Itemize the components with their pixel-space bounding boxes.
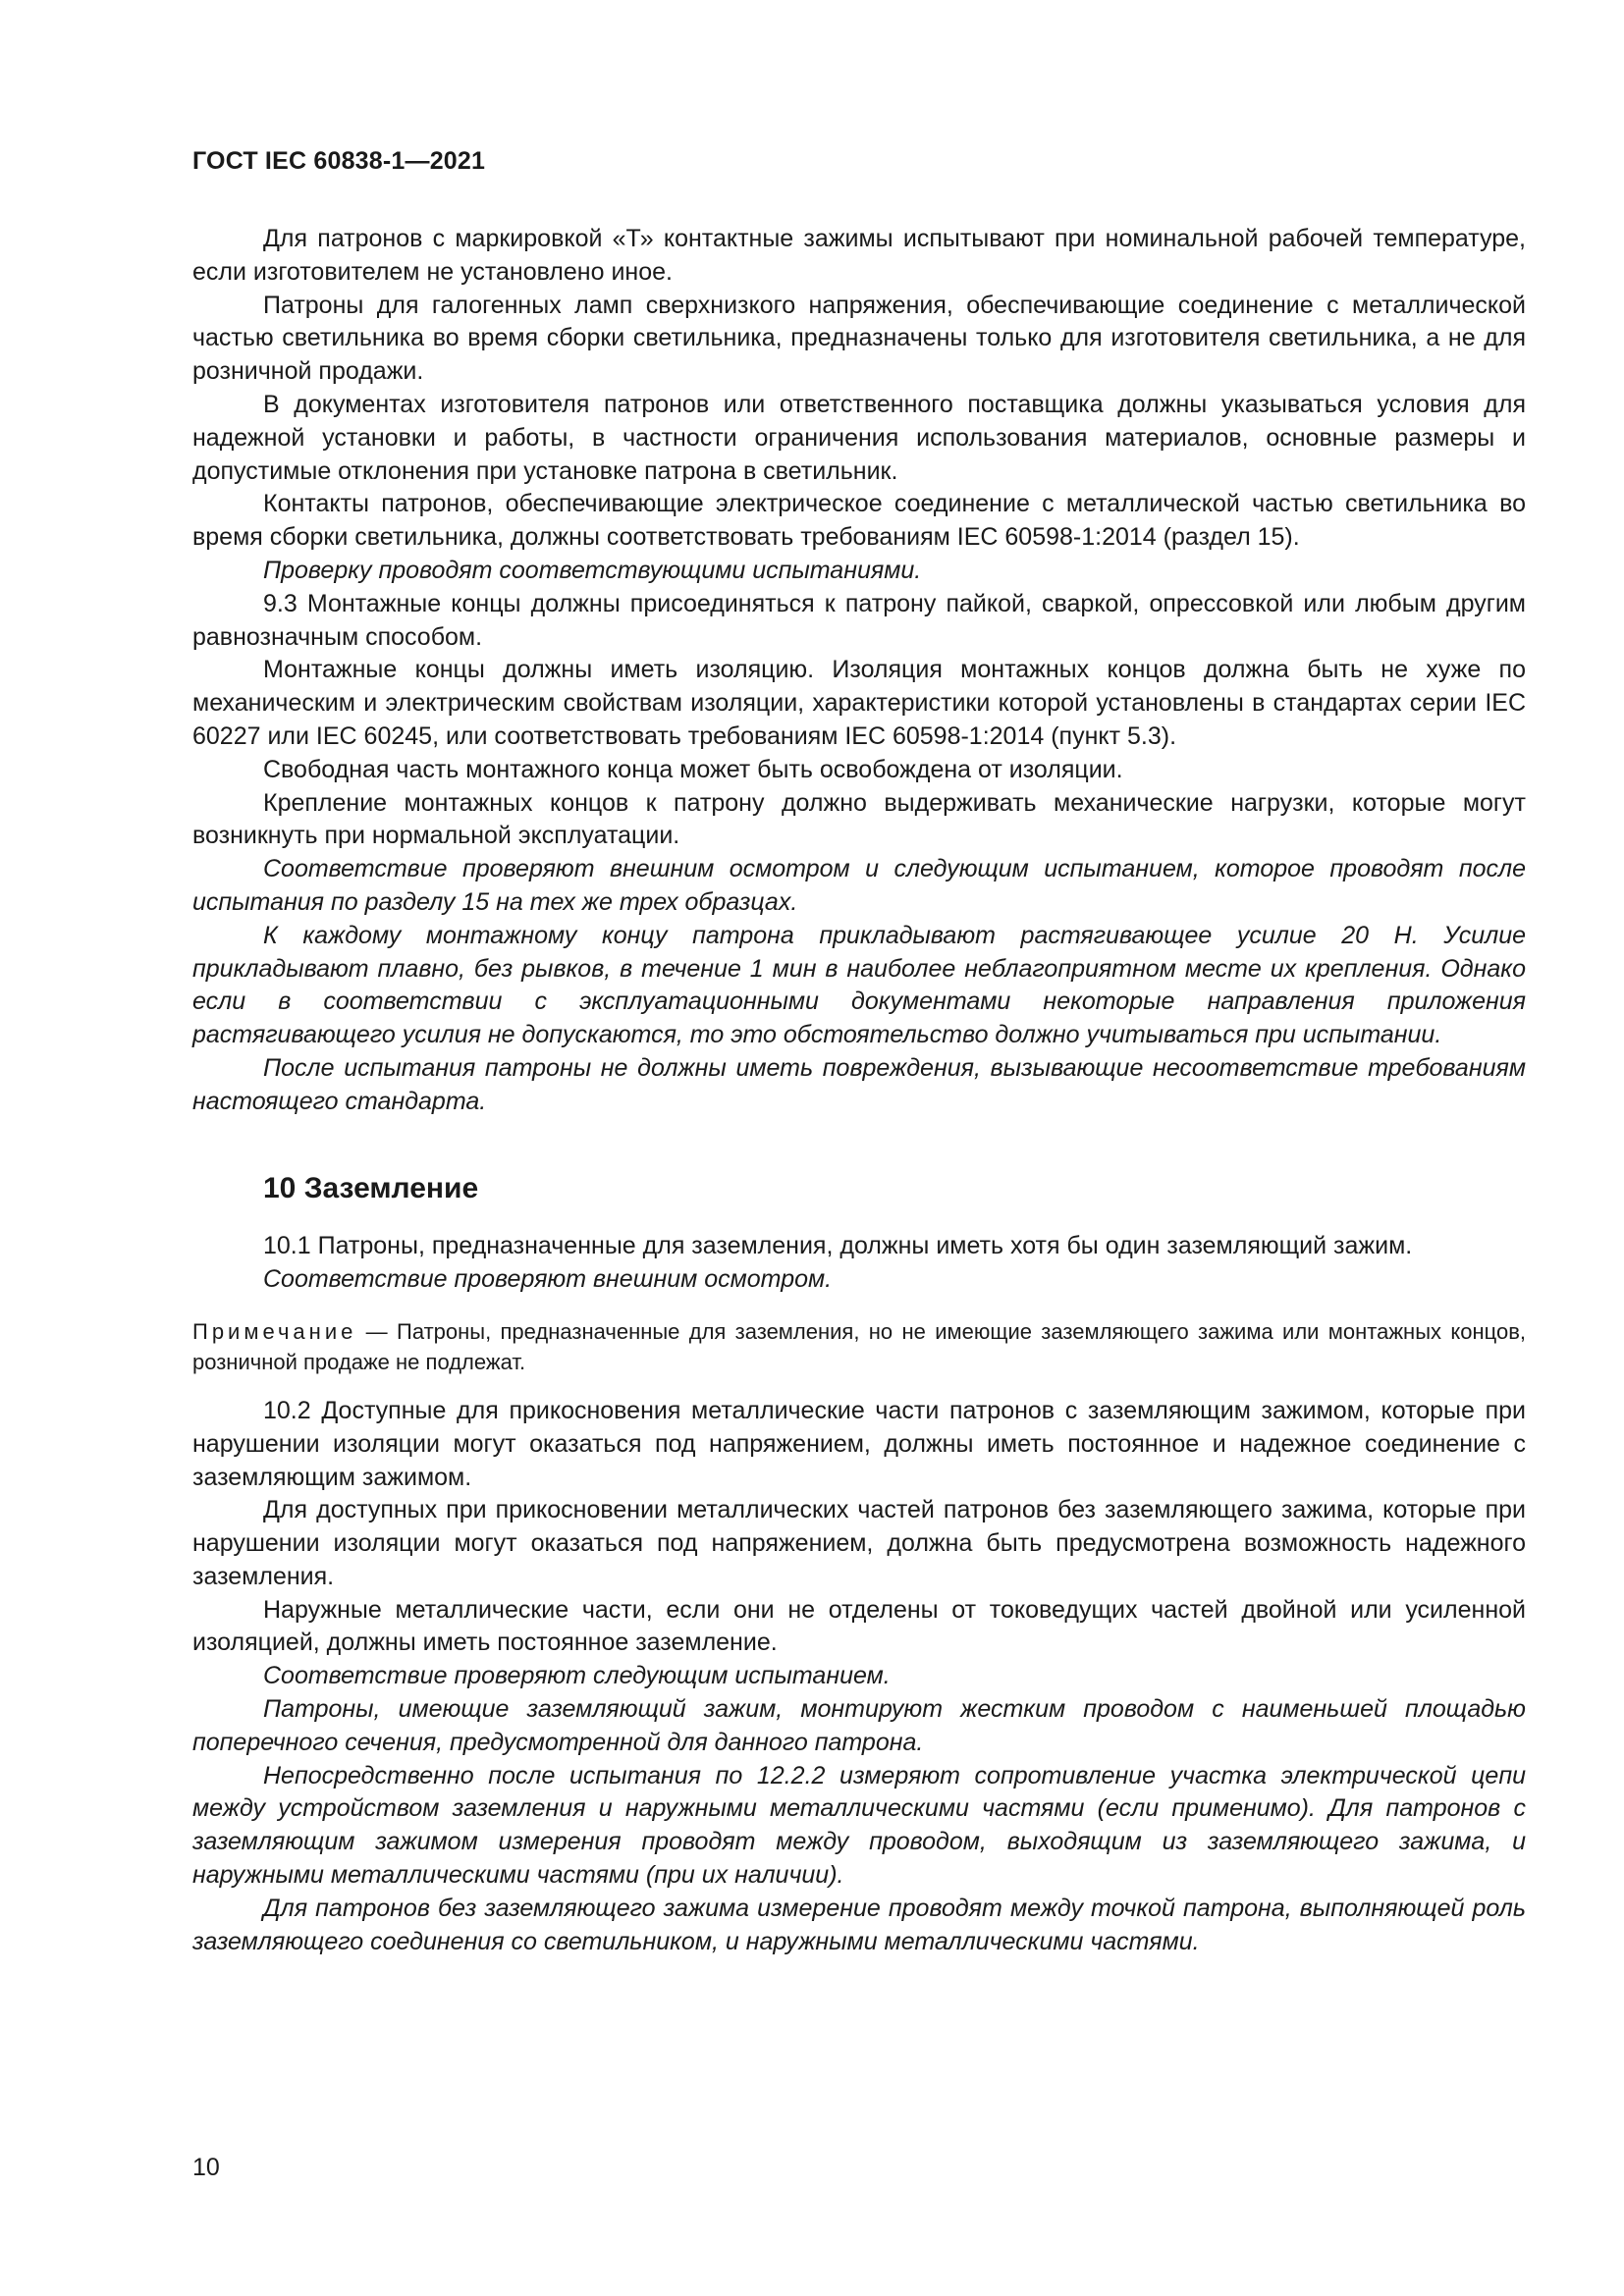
paragraph: Наружные металлические части, если они не отделены от токоведущих частей двойной или усиленной изоляцией, должны иметь постоянное заземление. [192,1595,1526,1657]
note-text: Патроны, предназначенные для заземления, но не имеющие заземляющего зажима или монтажных концов, розничной продаже не подлежат. [192,1318,1526,1374]
paragraph: Соответствие проверяют внешним осмотром. [263,1265,833,1294]
paragraph: Для патронов без заземляющего зажима измерение проводят между точкой патрона, выполняющей роль заземляющего соединения со светильником, и наружными металлическими частями. [192,1894,1526,1955]
paragraph: 10.2 Доступные для прикосновения металлические части патронов с заземляющим зажимом, которые при нарушении изоляции могут оказаться под напряжением, должны иметь постоянное и надежное соединение с заземляющим зажимом. [192,1396,1526,1491]
page-number: 10 [192,2154,220,2181]
paragraph: Соответствие проверяют внешним осмотром и следующим испытанием, которое проводят после испытания по разделу 15 на тех же трех образцах. [192,855,1526,916]
section-paragraphs-b [192,1395,1526,1959]
paragraph: Патроны, имеющие заземляющий зажим, монтируют жестким проводом с наименьшей площадью поперечного сечения, предусмотренной для данного патрона. [192,1695,1526,1756]
note [192,1316,1526,1377]
paragraph: Контакты патронов, обеспечивающие электрическое соединение с металлической частью светильника во время сборки светильника, должны соответствовать требованиям IEC 60598-1:2014 (раздел 15). [192,490,1526,552]
paragraph: Крепление монтажных концов к патрону должно выдерживать механические нагрузки, которые могут возникнуть при нормальной эксплуатации. [192,788,1526,850]
paragraph: Непосредственно после испытания по 12.2.2 измеряют сопротивление участка электрической цепи между устройством заземления и наружными металлическими частями (если применимо). Для патронов с заземляющим зажимом измерения проводят между проводом, выходящим из заземляющего зажима, и наружными металлическими частями (при их наличии). [192,1761,1526,1890]
paragraph: В документах изготовителя патронов или ответственного поставщика должны указываться условия для надежной установки и работы, в частности ограничения использования материалов, основные размеры и допустимые отклонения при установке патрона в светильник. [192,390,1526,485]
paragraph: К каждому монтажному концу патрона прикладывают растягивающее усилие 20 Н. Усилие прикладывают плавно, без рывков, в течение 1 мин в наиболее неблагоприятном месте их крепления. Однако если в соответствии с эксплуатационными документами некоторые направления приложения растягивающего усилия не допускаются, то это обстоятельство должно учитываться при испытании. [192,921,1526,1049]
paragraph: Для доступных при прикосновении металлических частей патронов без заземляющего зажима, которые при нарушении изоляции могут оказаться под напряжением, должна быть предусмотрена возможность надежного заземления. [192,1496,1526,1590]
paragraph: Для патронов с маркировкой «Т» контактные зажимы испытывают при номинальной рабочей температуре, если изготовителем не установлено иное. [192,225,1526,286]
paragraph: После испытания патроны не должны иметь повреждения, вызывающие несоответствие требованиям настоящего стандарта. [192,1053,1526,1115]
paragraph: Патроны для галогенных ламп сверхнизкого напряжения, обеспечивающие соединение с металлической частью светильника во время сборки светильника, предназначены только для изготовителя светильника, а не для розничной продажи. [192,291,1526,386]
paragraph: Свободная часть монтажного конца может быть освобождена от изоляции. [263,755,1123,783]
paragraphs-before-section [192,223,1526,1119]
note-dash: — [356,1318,397,1344]
paragraph: Соответствие проверяют следующим испытанием. [263,1662,891,1690]
paragraph: Монтажные концы должны иметь изоляцию. Изоляция монтажных концов должна быть не хуже по механическим и электрическим свойствам изоляции, характеристики которой установлены в стандартах серии IEC 60227 или IEC 60245, или соответствовать требованиям IEC 60598-1:2014 (пункт 5.3). [192,656,1526,750]
section-paragraphs-a [192,1230,1526,1297]
section-title: 10 Заземление [263,1171,479,1204]
note-label: Примечание [192,1318,357,1344]
page [192,147,1526,1958]
paragraph: 9.3 Монтажные концы должны присоединяться к патрону пайкой, сваркой, опрессовкой или любым другим равнозначным способом. [192,589,1526,651]
document-body [192,223,1526,1958]
paragraph: Проверку проводят соответствующими испытаниями. [263,556,922,584]
document-header: ГОСТ IEC 60838-1—2021 [192,147,486,175]
paragraph: 10.1 Патроны, предназначенные для заземления, должны иметь хотя бы один заземляющий зажим. [263,1232,1413,1260]
